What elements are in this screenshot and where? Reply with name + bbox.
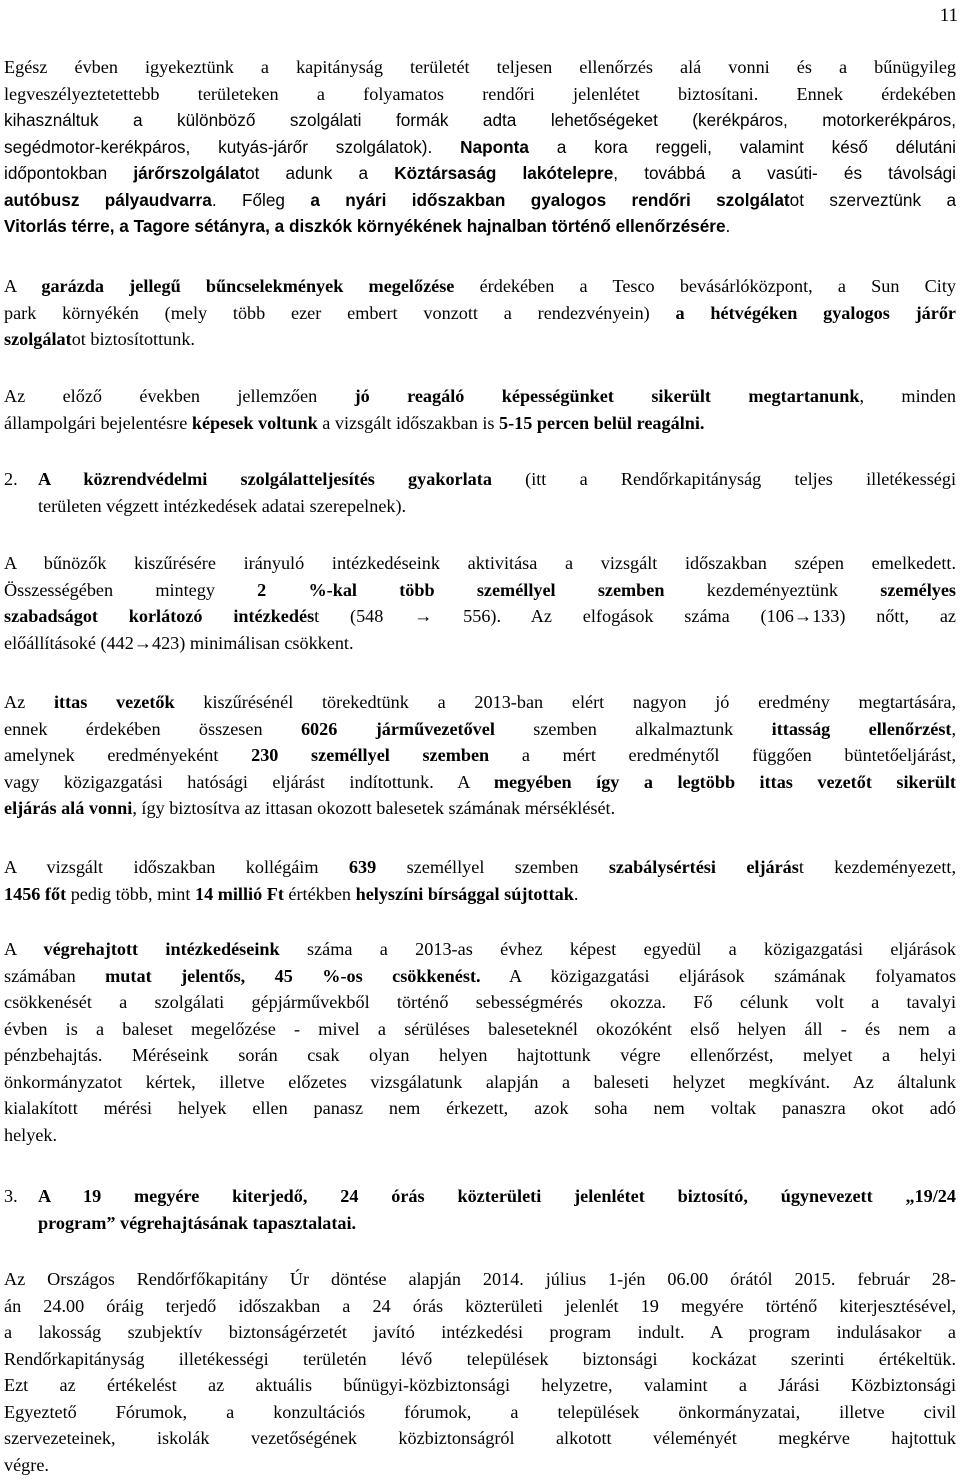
text-line (4, 769, 956, 796)
bold-text-run: a hétvégéken gyalogos járőr (675, 302, 956, 323)
bold-text-run: 6026 járművezetővel (300, 718, 495, 739)
text-run: szervezeteinek, iskolák vezetőségének közbiztonságról alkotott véleményét megkérve hajtottuk (4, 1428, 956, 1448)
text-run: értékben (283, 883, 356, 904)
text-line (4, 1016, 956, 1043)
text-line (4, 187, 956, 214)
bold-text-run: képesek voltunk (191, 412, 318, 433)
text-run: területen végzett intézkedések adatai szerepelnek). (38, 495, 407, 516)
section-3-number: 3. (4, 1186, 18, 1206)
text-line (4, 160, 956, 187)
bold-text-run: A közrendvédelmi szolgálatteljesítés gyakorlata (38, 469, 492, 489)
text-run: időpontokban (4, 163, 134, 183)
text-run: kihasználtuk a különböző szolgálati formák adta lehetőségeket (kerékpáros, motorkerékpáros, (4, 110, 956, 130)
text-line (4, 81, 956, 108)
bold-text-run: végrehajtott intézkedéseink (43, 939, 280, 959)
bold-text-run: autóbusz pályaudvarra (4, 189, 212, 210)
text-run: vagy közigazgatási hatósági eljárást indítottunk. A (4, 771, 494, 792)
text-run: évben is a baleset megelőzése - mivel a sérüléses baleseteknél okozóként első helyen áll - és nem a (4, 1018, 956, 1039)
text-line (4, 107, 956, 134)
text-run: kialakított mérési helyek ellen panasz nem érkezett, azok soha nem voltak panaszra okot adó (4, 1098, 956, 1118)
text-line (4, 854, 956, 881)
paragraph-arrests (4, 550, 956, 656)
text-line (4, 410, 956, 437)
bold-text-run: A 19 megyére kiterjedő, 24 órás közterületi jelenlétet biztosító, úgynevezett „19/24 (38, 1186, 956, 1206)
text-run: A bűnözők kiszűrésére irányuló intézkedéseink aktivitása a vizsgált időszakban szépen emelkedett. (4, 553, 956, 573)
text-run: a kora reggeli, valamint késő délutáni (528, 136, 956, 157)
text-run: segédmotor-kerékpáros, kutyás-járőr szolgálatok). (4, 136, 461, 157)
text-run: Ezt az értékelést az aktuális bűnügyi-közbiztonsági helyzetre, valamint a Járási Közbiztonsági (4, 1375, 956, 1395)
text-run: Az előző években jellemzően (4, 386, 355, 406)
paragraph-patrol (4, 54, 956, 240)
section-3-heading (38, 1183, 956, 1236)
text-line (38, 1210, 956, 1237)
text-run: csökkenését a szolgálati gépjárművekből történő sebességmérés okozza. Fő célunk volt a tavalyi (4, 992, 956, 1012)
bold-text-run: szabálysértési eljárás (608, 857, 799, 877)
text-line (4, 300, 956, 327)
text-run: , továbbá a vasúti- és távolsági (613, 163, 956, 183)
bold-text-run: 639 (348, 857, 377, 877)
text-run: a vizsgált időszakban is (317, 412, 500, 433)
bold-text-run: járőrszolgálat (133, 163, 246, 183)
text-run: Összességében mintegy (4, 579, 258, 600)
text-line (4, 689, 956, 716)
text-line (4, 742, 956, 769)
text-line (4, 326, 956, 353)
text-run: ennek érdekében összesen (4, 718, 301, 739)
text-run: legveszélyeztetettebb területeken a folyamatos rendőri jelenlétet biztosítani. Ennek érdekében (4, 83, 956, 104)
text-run: A (4, 276, 42, 296)
bold-text-run: Köztársaság lakótelepre (394, 163, 614, 183)
text-line (4, 1425, 956, 1452)
bold-text-run: eljárás alá vonni (4, 798, 133, 818)
text-line (4, 550, 956, 577)
text-run: Az (4, 692, 54, 712)
text-run: helyek. (4, 1124, 58, 1145)
bold-text-run: 5-15 percen belül reagálni. (499, 412, 705, 433)
text-line (4, 936, 956, 963)
text-run: önkormányzatot kértek, illetve előzetes vizsgálatunk alapján a baleseti helyzet megkívánt. Az általunk (4, 1071, 956, 1092)
bold-text-run: szolgálat (4, 329, 72, 349)
text-line (4, 603, 956, 630)
bold-text-run: 1456 főt (4, 883, 67, 904)
text-run: érdekében a Tesco bevásárlóközpont, a Sun City (454, 276, 956, 296)
text-line (4, 1346, 956, 1373)
paragraph-measures (4, 936, 956, 1148)
text-run: pénzbehajtás. Méréseink során csak olyan helyen hajtottunk végre ellenőrzést, melyet a helyi (4, 1045, 956, 1065)
text-run: A vizsgált időszakban kollégáim (4, 857, 349, 877)
text-run: személlyel szemben (376, 857, 609, 877)
text-run: , így biztosítva az ittasan okozott balesetek számának mérséklését. (132, 798, 616, 818)
text-line (4, 1122, 956, 1149)
text-run: . Főleg (211, 189, 311, 210)
text-line (4, 383, 956, 410)
text-line (38, 466, 956, 493)
bold-text-run: 230 személlyel szemben (251, 745, 490, 765)
text-line (38, 493, 956, 520)
text-line (4, 1266, 956, 1293)
text-line (4, 1372, 956, 1399)
text-line (4, 134, 956, 161)
bold-text-run: helyszíni bírsággal sújtottak (355, 883, 574, 904)
text-run: végre. (4, 1454, 49, 1475)
text-line (4, 213, 956, 240)
text-line (4, 1293, 956, 1320)
text-line (4, 1042, 956, 1069)
paragraph-19-24-program (4, 1266, 956, 1478)
text-line (4, 716, 956, 743)
bold-text-run: személyes (880, 579, 956, 600)
bold-text-run: 2 %-kal több személlyel szemben (257, 579, 665, 600)
bold-text-run: a nyári időszakban gyalogos rendőri szolgálat (310, 189, 790, 210)
text-run: állampolgári bejelentésre (4, 412, 192, 433)
bold-text-run: mutat jelentős, 45 %-os csökkenést. (105, 965, 481, 986)
text-run: ot adunk a (245, 163, 395, 183)
bold-text-run: garázda jellegű bűncselekmények megelőzése (41, 276, 455, 296)
text-line (4, 1399, 956, 1426)
text-run: , (951, 718, 957, 739)
text-run: amelynek eredményeként (4, 745, 252, 765)
text-line (4, 1452, 956, 1479)
text-line (4, 1069, 956, 1096)
paragraph-drunk-driving (4, 689, 956, 822)
bold-text-run: 14 millió Ft (194, 883, 284, 904)
text-run: án 24.00 óráig terjedő időszakban a 24 órás közterületi jelenlét 19 megyére történő kiterjesztésével, (4, 1295, 956, 1316)
bold-text-run: ittasság ellenőrzést (771, 718, 952, 739)
bold-text-run: megyében így a legtöbb ittas vezetőt sikerült (493, 771, 956, 792)
text-run: ot biztosítottunk. (71, 329, 195, 349)
section-2-number: 2. (4, 469, 18, 489)
text-line (4, 795, 956, 822)
text-run: t (548 → 556). Az elfogások száma (106→133) nőtt, az (314, 606, 956, 626)
text-line (4, 577, 956, 604)
text-line (4, 963, 956, 990)
paragraph-hooliganism (4, 273, 956, 353)
text-line (4, 989, 956, 1016)
text-run: Egész évben igyekeztünk a kapitányság területét teljesen ellenőrzés alá vonni és a bűnügyileg (4, 57, 956, 77)
page-number: 11 (939, 5, 958, 26)
text-run: ot szerveztünk a (789, 189, 956, 210)
text-line (4, 273, 956, 300)
bold-text-run: jó reagáló képességünket sikerült megtartanunk (354, 386, 860, 406)
text-line (4, 1319, 956, 1346)
text-line (4, 1095, 956, 1122)
text-line (38, 1183, 956, 1210)
paragraph-response-time (4, 383, 956, 436)
text-line (4, 630, 956, 657)
text-run: száma a 2013-as évhez képest egyedül a közigazgatási eljárások (279, 939, 956, 959)
text-run: Egyeztető Fórumok, a konzultációs fórumok, a települések önkormányzatai, illetve civil (4, 1401, 956, 1422)
text-run: . (725, 216, 731, 236)
text-line (4, 881, 956, 908)
text-run: a lakosság szubjektív biztonságérzetét javító intézkedési program indult. A program indulásakor a (4, 1322, 956, 1342)
text-run: kiszűrésénél törekedtünk a 2013-ban elért nagyon jó eredmény megtartására, (174, 692, 956, 712)
text-run: park környékén (mely több ezer embert vonzott a rendezvényein) (4, 302, 676, 323)
text-run: A (4, 939, 44, 959)
text-run: Rendőrkapitányság illetékességi területén lévő települések biztonsági kockázat szerinti értékeltük. (4, 1348, 956, 1369)
text-run: A közigazgatási eljárások számának folyamatos (480, 965, 957, 986)
text-run: kezdeményeztünk (664, 579, 881, 600)
text-run: szemben alkalmaztunk (494, 718, 772, 739)
text-line (4, 54, 956, 81)
bold-text-run: ittas vezetők (53, 692, 175, 712)
text-run: t kezdeményezett, (798, 857, 956, 877)
section-2-heading (38, 466, 956, 519)
text-run: (itt a Rendőrkapitányság teljes illetékességi (491, 469, 956, 489)
text-run: pedig több, mint (66, 883, 195, 904)
text-run: , minden (859, 386, 956, 406)
bold-text-run: szabadságot korlátozó intézkedés (4, 606, 315, 626)
text-run: a mért eredménytől függően büntetőeljárást, (489, 745, 956, 765)
text-run: . (573, 883, 579, 904)
paragraph-petty-offences (4, 854, 956, 907)
bold-text-run: program” végrehajtásának tapasztalatai. (38, 1212, 357, 1233)
bold-text-run: Vitorlás térre, a Tagore sétányra, a diszkók környékének hajnalban történő ellenőrzésére (4, 216, 726, 236)
text-run: Az Országos Rendőrfőkapitány Úr döntése alapján 2014. július 1-jén 06.00 órától 2015. február 28- (4, 1269, 956, 1289)
bold-text-run: Naponta (460, 136, 529, 157)
text-run: számában (4, 965, 106, 986)
text-run: előállításoké (442→423) minimálisan csökkent. (4, 632, 354, 653)
